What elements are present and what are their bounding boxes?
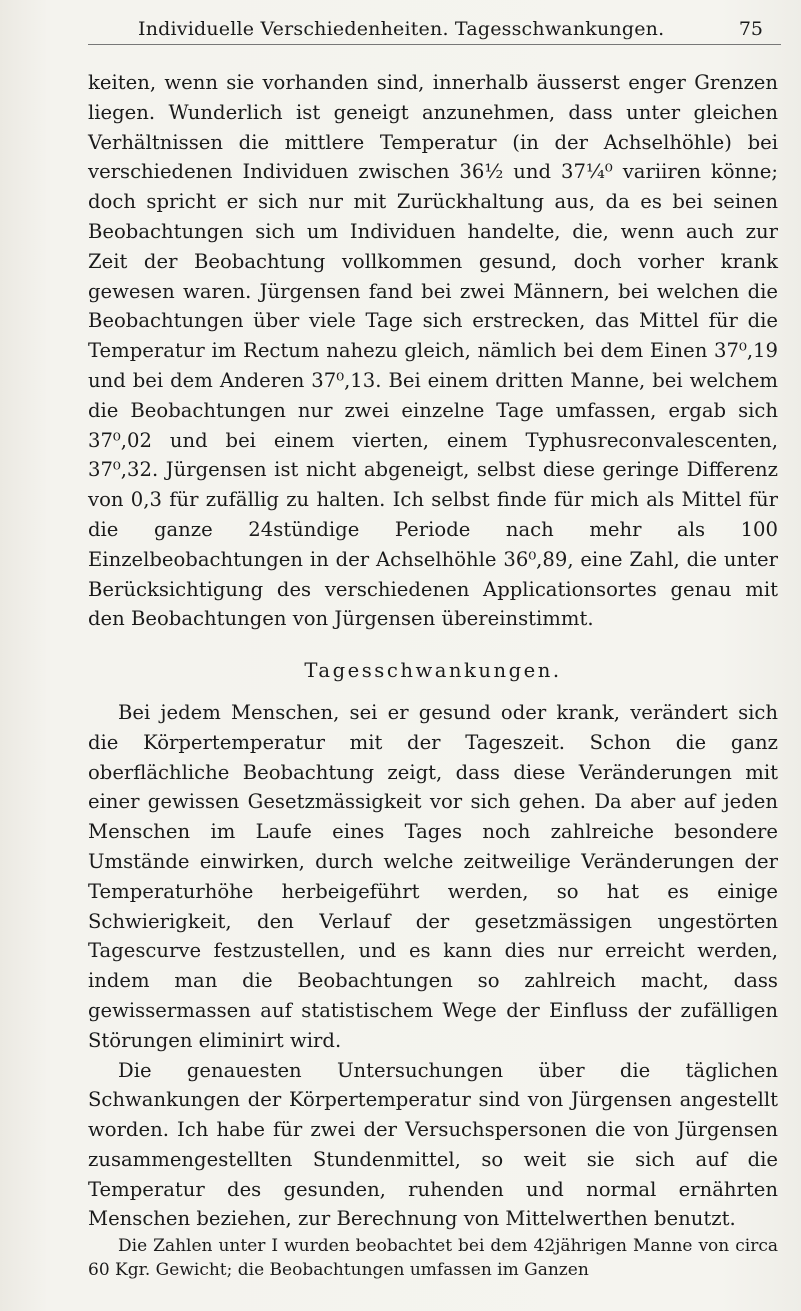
section-heading: Tagesschwankungen. bbox=[304, 659, 562, 683]
page-number: 75 bbox=[738, 18, 763, 40]
running-header bbox=[88, 18, 781, 45]
paragraph-continued: keiten, wenn sie vorhanden sind, innerhalb äusserst enger Grenzen liegen. Wunderlich ist geneigt anzunehmen, dass unter gleichen Verhältnissen die mittlere Temperatur (in der Achselhöhle) bei verschiedenen Individuen zwischen 36½ und 37¼⁰ variiren könne; doch spricht er sich nur mit Zurückhaltung aus, da es bei seinen Beobachtungen sich um Individuen handelte, die, wenn auch zur Zeit der Beobachtung vollkommen gesund, doch vorher krank gewesen waren. Jürgensen fand bei zwei Männern, bei welchen die Beobachtungen über viele Tage sich erstrecken, das Mittel für die Temperatur im Rectum nahezu gleich, nämlich bei dem Einen 37⁰,19 und bei dem Anderen 37⁰,13. Bei einem dritten Manne, bei welchem die Beobachtungen nur zwei einzelne Tage umfassen, ergab sich 37⁰,02 und bei einem vierten, einem Typhusreconvalescenten, 37⁰,32. Jürgensen ist nicht abgeneigt, selbst diese geringe Differenz von 0,3 für zufällig zu halten. Ich selbst finde für mich als Mittel für die ganze 24stündige Periode nach mehr als 100 Einzelbeobachtungen in der Achselhöhle 36⁰,89, eine Zahl, die unter Berücksichtigung des verschiedenen Applicationsortes genau mit den Beobachtungen von Jürgensen übereinstimmt. bbox=[88, 71, 778, 631]
small-print-block bbox=[88, 1234, 778, 1282]
main-text bbox=[88, 68, 778, 1282]
small-paragraph: Die Zahlen unter I wurden beobachtet bei dem 42jährigen Manne von circa 60 Kgr. Gewicht; die Beobachtungen umfassen im Ganzen bbox=[88, 1236, 778, 1281]
paragraph: Die genauesten Untersuchungen über die täglichen Schwankungen der Körpertemperatur sind von Jürgensen angestellt worden. Ich habe für zwei der Versuchspersonen die von Jürgensen zusammengestellten Stundenmittel, so weit sie sich auf die Temperatur des gesunden, ruhenden und normal ernährten Menschen beziehen, zur Berechnung von Mittelwerthen benutzt. bbox=[88, 1058, 778, 1231]
running-title: Individuelle Verschiedenheiten. Tagesschwankungen. bbox=[138, 18, 665, 40]
paragraph: Bei jedem Menschen, sei er gesund oder krank, verändert sich die Körpertemperatur mit der Tageszeit. Schon die ganz oberflächliche Beobachtung zeigt, dass diese Veränderungen mit einer gewissen Gesetzmässigkeit vor sich gehen. Da aber auf jeden Menschen im Laufe eines Tages noch zahlreiche besondere Umstände einwirken, durch welche zeitweilige Veränderungen der Temperaturhöhe herbeigeführt werden, so hat es einige Schwierigkeit, den Verlauf der gesetzmässigen ungestörten Tagescurve festzustellen, und es kann dies nur erreicht werden, indem man die Beobachtungen so zahlreich macht, dass gewissermassen auf statistischem Wege der Einfluss der zufälligen Störungen eliminirt wird. bbox=[88, 700, 778, 1052]
